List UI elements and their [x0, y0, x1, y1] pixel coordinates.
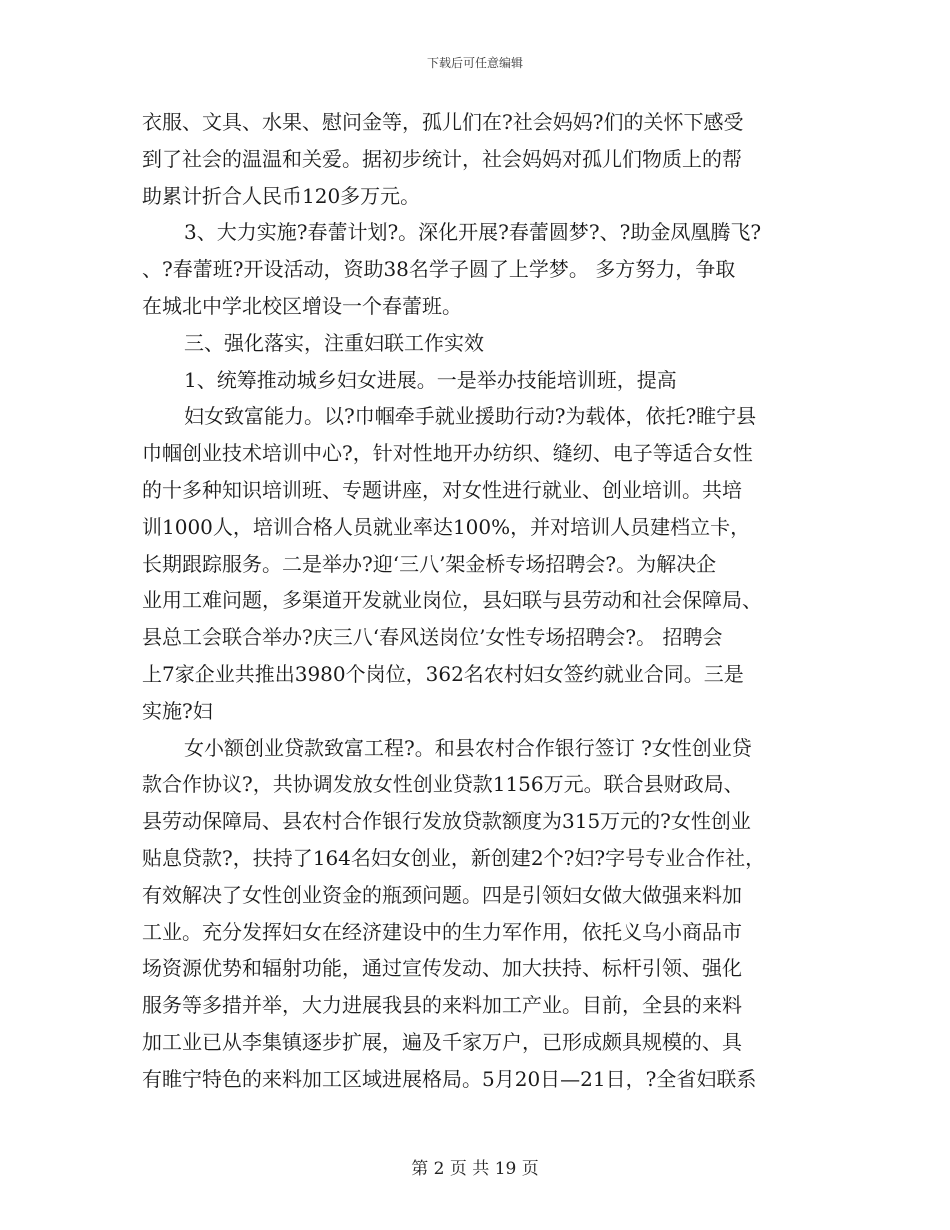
text-line: 巾帼创业技术培训中心?，针对性地开办纺织、缝纫、电子等适合女性	[142, 441, 753, 466]
body-text	[142, 104, 814, 1098]
text-line: 三、强化落实，注重妇联工作实效	[184, 330, 484, 355]
text-line: 服务等多措并举，大力进展我县的来料加工产业。目前，全县的来料	[142, 993, 742, 1018]
text-line: 实施?妇	[142, 698, 213, 723]
text-line: 县总工会联合举办?庆三八‘春风送岗位’女性专场招聘会?。 招聘会	[142, 625, 723, 650]
text-line: 县劳动保障局、县农村合作银行发放贷款额度为315万元的?女性创业	[142, 809, 751, 834]
text-line: 长期跟踪服务。二是举办?迎‘三八’架金桥专场招聘会?。为解决企	[142, 551, 717, 576]
page-header: 下载后可任意编辑	[426, 56, 523, 70]
text-line: 工业。充分发挥妇女在经济建设中的生力军作用，依托义乌小商品市	[142, 919, 742, 944]
text-line: 有睢宁特色的来料加工区域进展格局。5月20日—21日，?全省妇联系	[142, 1066, 757, 1091]
text-line: 衣服、文具、水果、慰问金等，孤儿们在?社会妈妈?们的关怀下感受	[142, 110, 744, 134]
text-line: 有效解决了女性创业资金的瓶颈问题。四是引领妇女做大做强来料加	[142, 882, 742, 907]
text-line: 3、大力实施?春蕾计划?。深化开展?春蕾圆梦?、?助金凤凰腾飞?	[184, 220, 762, 245]
text-line: 款合作协议?，共协调发放女性创业贷款1156万元。联合县财政局、	[142, 772, 744, 797]
text-line: 女小额创业贷款致富工程?。和县农村合作银行签订 ?女性创业贷	[184, 735, 752, 760]
text-line: 1、统筹推动城乡妇女进展。一是举办技能培训班，提高	[184, 367, 677, 392]
text-line: 、?春蕾班?开设活动，资助38名学子圆了上学梦。 多方努力，争取	[142, 257, 736, 282]
text-line: 场资源优势和辐射功能，通过宣传发动、加大扶持、标杆引领、强化	[142, 956, 742, 981]
text-line: 的十多种知识培训班、专题讲座，对女性进行就业、创业培训。共培	[142, 477, 742, 502]
text-line: 业用工难问题，多渠道开发就业岗位，县妇联与县劳动和社会保障局、	[142, 588, 762, 613]
text-line: 在城北中学北校区增设一个春蕾班。	[142, 293, 462, 318]
text-line: 贴息贷款?，扶持了164名妇女创业，新创建2个?妇?字号专业合作社，	[142, 845, 766, 870]
text-line: 加工业已从李集镇逐步扩展，遍及千家万户，已形成颇具规模的、具	[142, 1029, 742, 1054]
page-footer: 第 2 页 共 19 页	[411, 1159, 539, 1179]
text-line: 训1000人，培训合格人员就业率达100%，并对培训人员建档立卡，	[142, 514, 751, 539]
text-line: 妇女致富能力。以?巾帼牵手就业援助行动?为载体，依托?睢宁县	[184, 404, 757, 429]
text-line: 到了社会的温温和关爱。据初步统计，社会妈妈对孤儿们物质上的帮	[142, 146, 742, 171]
text-line: 上7家企业共推出3980个岗位，362名农村妇女签约就业合同。三是	[142, 661, 744, 686]
text-line: 助累计折合人民币120多万元。	[142, 183, 421, 208]
